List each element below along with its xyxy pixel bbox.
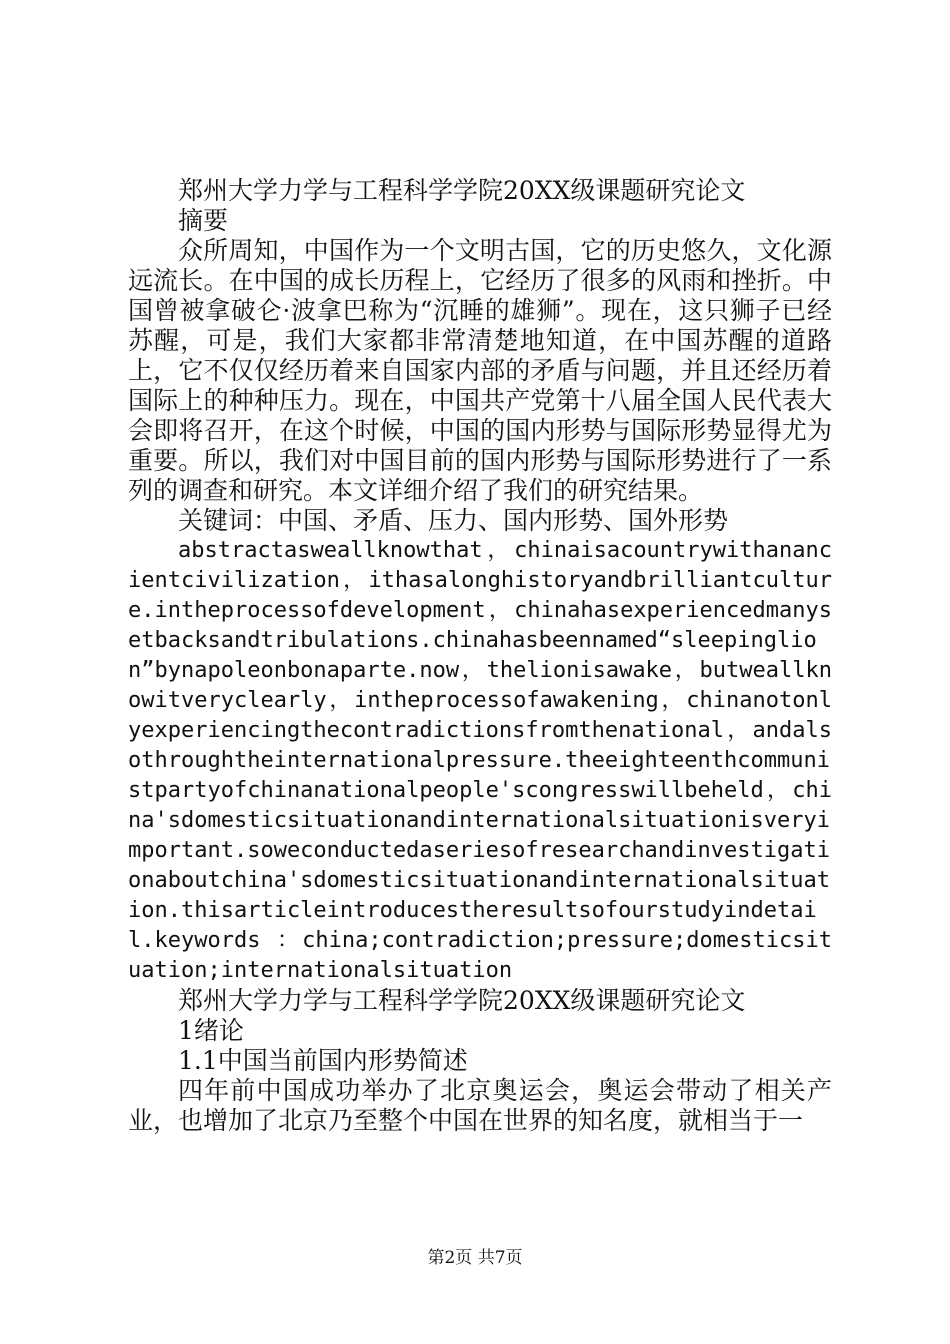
document-body [128,176,832,1136]
paper-header-title: 郑州大学力学与工程科学学院20XX级课题研究论文 [178,176,746,205]
section-heading-1: 1绪论 [178,1016,244,1045]
section-1-1-paragraph: 四年前中国成功举办了北京奥运会，奥运会带动了相关产业，也增加了北京乃至整个中国在世界的知名度，就相当于一 [128,1076,832,1135]
page-number-footer: 第2页 共7页 [427,1248,523,1268]
abstract-english: abstractasweallknowthat，chinaisacountrywithanancientcivilization，ithasalonghistoryandbrilliantculture.intheprocessofdevelopment，chinahasexperiencedmanysetbacksandtribulations.chinahasbeennamed“sleepinglion”bynapoleonbonaparte.now，thelionisawake，butweallknowitveryclearly，intheprocessofawakening，chinanotonlyexperiencingthecontradictionsfromthenational，andalsothroughtheinternationalpressure.theeighteenthcommunistpartyofchinanationalpeople'scongresswillbeheld，china'sdomesticsituationandinternationalsituationisveryimportant.soweconductedaseriesofresearchandinvestigationaboutchina'sdomesticsituationandinternationalsituation.thisarticleintroducestheresultsofourstudyindetail.keywords ：china;contradiction;pressure;domesticsituation;internationalsituation [128,538,832,983]
keywords-chinese: 关键词：中国、矛盾、压力、国内形势、国外形势 [178,506,729,535]
paper-header-title-repeat: 郑州大学力学与工程科学学院20XX级课题研究论文 [178,986,746,1015]
abstract-heading: 摘要 [178,206,229,235]
section-heading-1-1: 1.1中国当前国内形势简述 [178,1046,468,1075]
abstract-paragraph: 众所周知，中国作为一个文明古国，它的历史悠久，文化源远流长。在中国的成长历程上，它经历了很多的风雨和挫折。中国曾被拿破仑·波拿巴称为“沉睡的雄狮”。现在，这只狮子已经苏醒，可是，我们大家都非常清楚地知道，在中国苏醒的道路上，它不仅仅经历着来自国家内部的矛盾与问题，并且还经历着国际上的种种压力。现在，中国共产党第十八届全国人民代表大会即将召开，在这个时候，中国的国内形势与国际形势显得尤为重要。所以，我们对中国目前的国内形势与国际形势进行了一系列的调查和研究。本文详细介绍了我们的研究结果。 [128,236,832,505]
